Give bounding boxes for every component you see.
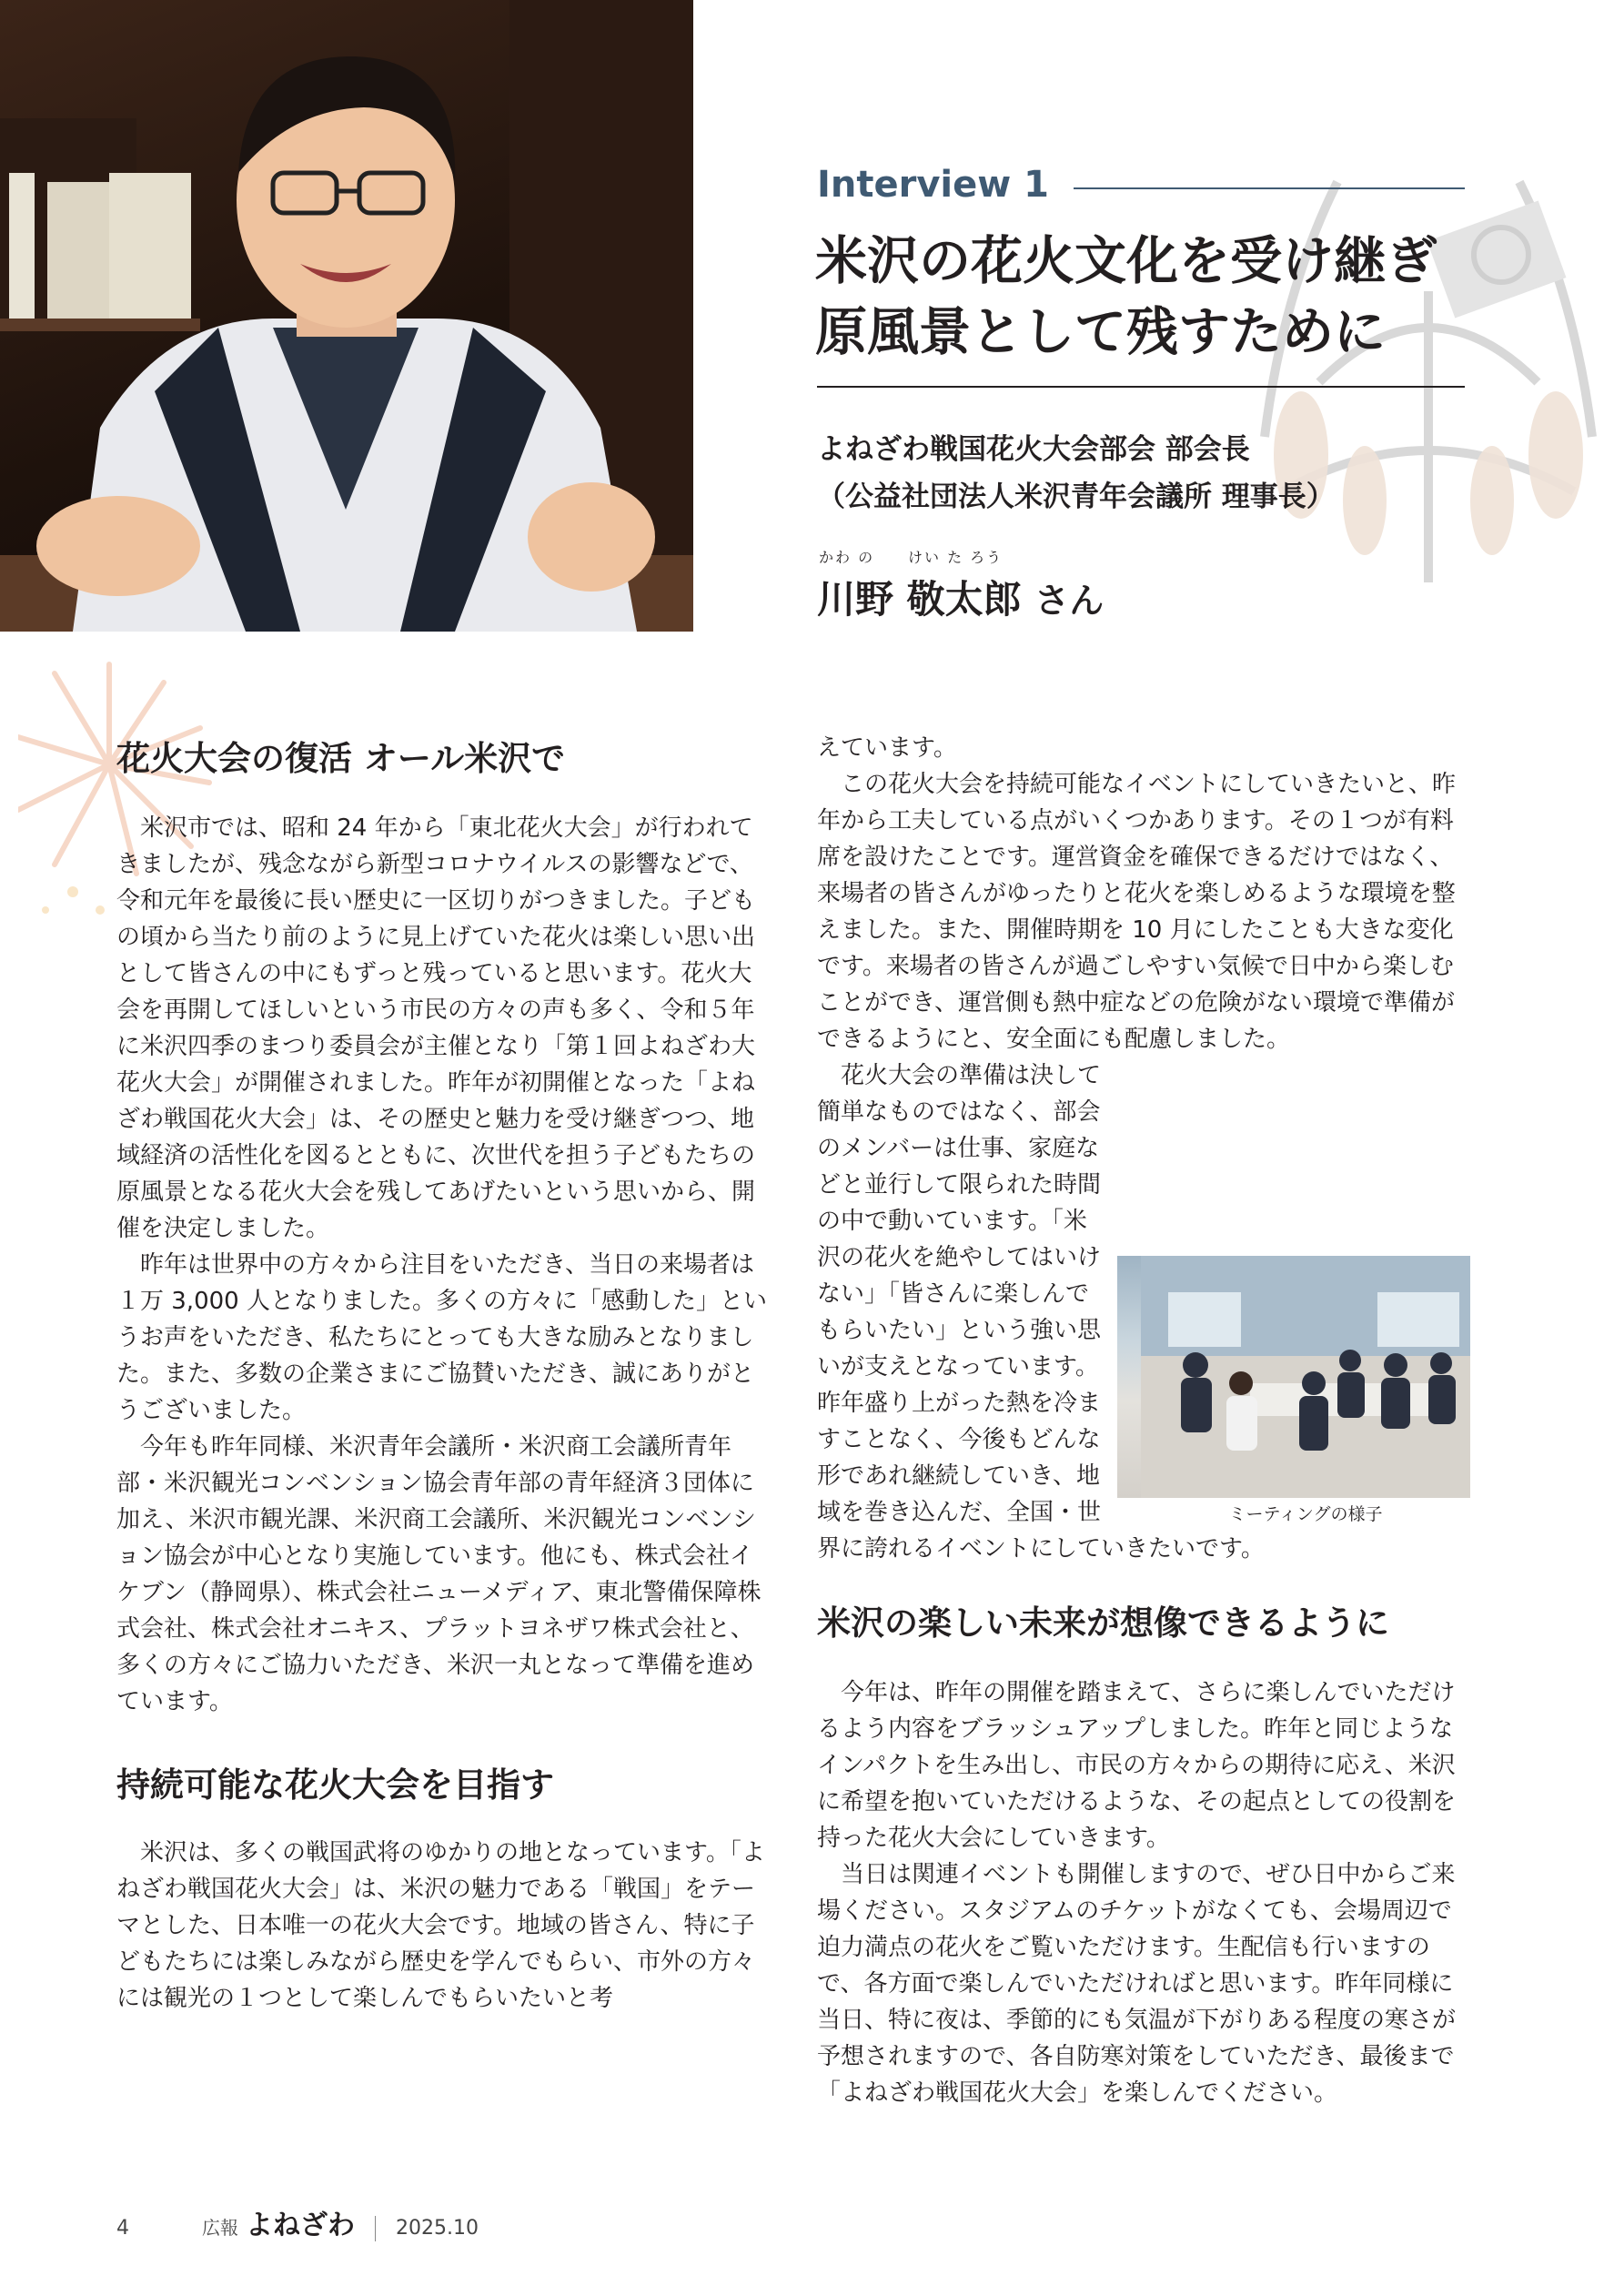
footer-separator (375, 2216, 376, 2241)
interview-label: Interview 1 (817, 164, 1049, 206)
page-number: 4 (116, 2217, 129, 2240)
paragraph: 米沢は、多くの戦国武将のゆかりの地となっています。「よねざわ戦国花火大会」は、米沢の魅力である「戦国」をテーマとした、日本唯一の花火大会です。地域の皆さん、特に子どもたちには楽しみながら歴史を学んでもらい、市外の方々には観光の１つとして楽しんでもらいたいと考 (116, 1839, 765, 2012)
article-column-left (116, 735, 772, 2017)
meeting-photo-caption: ミーティングの様子 (1228, 1504, 1383, 1524)
article-column-right (817, 730, 1470, 2111)
paragraph: 当日は関連イベントも開催しますので、ぜひ日中からご来場ください。スタジアムのチケットがなくても、会場周辺で迫力満点の花火をご覧いただけます。生配信も行いますので、各方面で楽しんでいただければと思います。昨年同様に当日、特に夜は、季節的にも気温が下がりある程度の寒さが予想されますので、各自防寒対策をしていただき、最後まで「よねざわ戦国花火大会」を楽しんでください。 (817, 1861, 1457, 2107)
affiliation-line: よねざわ戦国花火大会部会 部会長 (817, 433, 1250, 466)
paragraph: 昨年は世界中の方々から注目をいただき、当日の来場者は１万 3,000 人となりました。多くの方々に「感動した」というお声をいただき、私たちにとっても大きな励みとなりました。また、多数の企業さまにご協賛いただき、誠にありがとうございました。 (116, 1251, 767, 1424)
name-text: 川野 敬太郎 (817, 577, 1022, 622)
headline-line: 米沢の花火文化を受け継ぎ (815, 231, 1437, 291)
interviewee-name (817, 570, 1104, 624)
paragraph-continuation: えています。 (817, 734, 957, 762)
section-heading: 花火大会の復活 オール米沢で (116, 739, 566, 778)
honorific: さん (1034, 581, 1105, 621)
meeting-photo (1117, 1256, 1470, 1498)
affiliation-line: （公益社団法人米沢青年会議所 理事長） (817, 480, 1335, 513)
headline (815, 226, 1470, 368)
paragraph: この花火大会を持続可能なイベントにしていきたいと、昨年から工夫している点がいくつかあります。その１つが有料席を設けたことです。運営資金を確保できるだけではなく、来場者の皆さんがゆったりと花火を楽しめるような環境を整えました。また、開催時期を 10 月にしたことも大きな変化です。来場者の皆さんが過ごしやすい気候で日中から楽しむことができ、運営側も熱中症などの危険がない環境で準備ができるようにと、安全面にも配慮しました。 (817, 771, 1457, 1053)
interviewee-photo (0, 0, 693, 632)
paragraph (817, 1057, 1470, 1567)
paragraph: 今年も昨年同様、米沢青年会議所・米沢商工会議所青年部・米沢観光コンベンション協会青年部の青年経済３団体に加え、米沢市観光課、米沢商工会議所、米沢観光コンベンション協会が中心となり実施しています。他にも、株式会社イケブン（静岡県）、株式会社ニューメディア、東北警備保障株式会社、株式会社オニキス、プラットヨネザワ株式会社と、多くの方々にご協力いただき、米沢一丸となって準備を進めています。 (116, 1433, 762, 1715)
issue-date: 2025.10 (396, 2217, 479, 2240)
affiliation (817, 426, 1335, 521)
section-heading: 米沢の楽しい未来が想像できるように (817, 1603, 1389, 1643)
meeting-illustration (1141, 1256, 1470, 1498)
headline-divider (817, 386, 1465, 388)
paragraph: 今年は、昨年の開催を踏まえて、さらに楽しんでいただけるよう内容をブラッシュアップしました。昨年と同じようなインパクトを生み出し、市民の方々からの期待に応え、米沢に希望を抱いていただけるような、その起点としての役割を持った花火大会にしていきます。 (817, 1679, 1457, 1852)
name-ruby: けい た ろう (908, 549, 1004, 566)
name-ruby: かわ の (819, 549, 875, 566)
page-footer (116, 2202, 479, 2242)
footer-prefix: 広報 (202, 2217, 238, 2239)
paragraph: 米沢市では、昭和 24 年から「東北花火大会」が行われてきましたが、残念ながら新型コロナウイルスの影響などで、令和元年を最後に長い歴史に一区切りがつきました。子どもの頃から当たり前のように見上げていた花火は楽しい思い出として皆さんの中にもずっと残っていると思います。花火大会を再開してほしいという市民の方々の声も多く、令和５年に米沢四季のまつり委員会が主催となり「第１回よねざわ大花火大会」が開催されました。昨年が初開催となった「よねざわ戦国花火大会」は、その歴史と魅力を受け継ぎつつ、地域経済の活性化を図るとともに、次世代を担う子どもたちの原風景となる花火大会を残してあげたいという思いから、開催を決定しました。 (116, 814, 756, 1242)
publication-name: よねざわ (246, 2210, 355, 2241)
section-heading: 持続可能な花火大会を目指す (116, 1765, 554, 1805)
interviewee-illustration (0, 0, 693, 632)
headline-line: 原風景として残すために (815, 302, 1386, 362)
paragraph-text: 花火大会の準備は決して簡単なものではなく、部会のメンバーは仕事、家庭などと並行して限られた時間の中で動いています。「米沢の花火を絶やしてはいけない」「皆さんに楽しんでもらいたい」という強い思いが支えとなっています。昨年盛り上がった熱を冷ますことなく、今後もどんな形であれ継続していき、地域を巻き込んだ、全国・世界に誇れるイベントにしていきたいです。 (817, 1062, 1265, 1563)
header-rule (1074, 187, 1465, 189)
